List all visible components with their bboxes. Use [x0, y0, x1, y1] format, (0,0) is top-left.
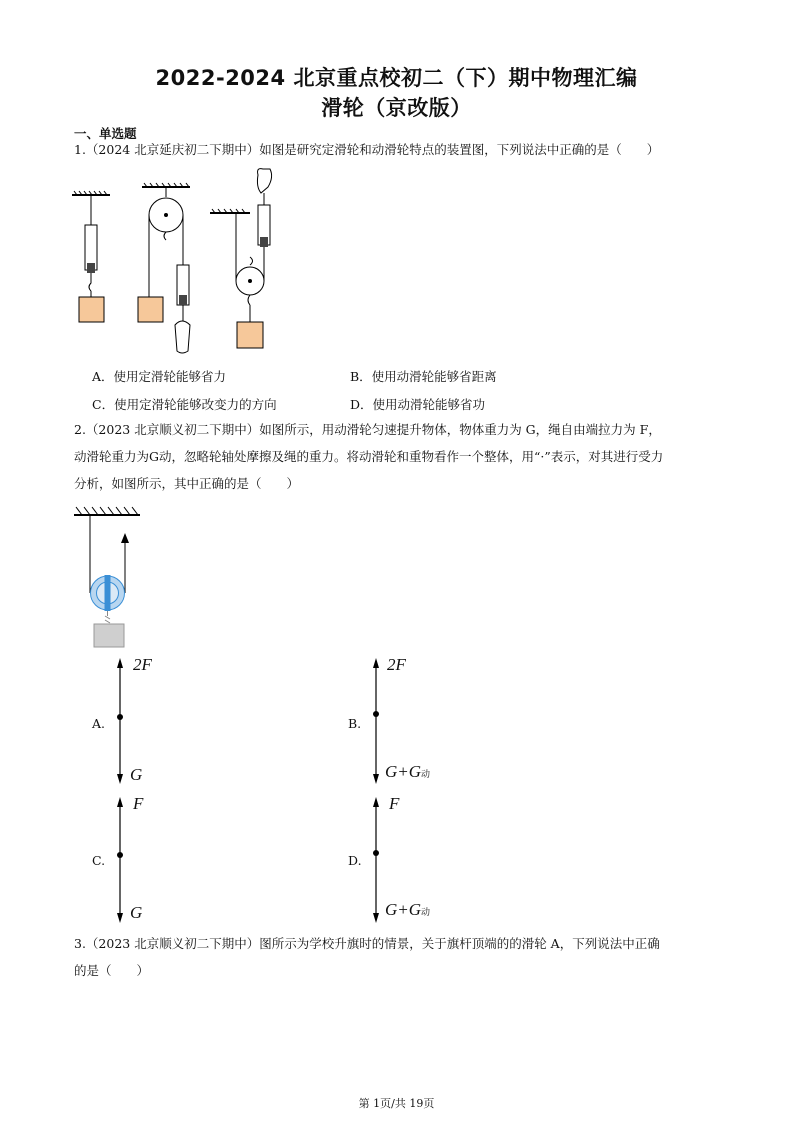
q2-stem-line3: 分析，如图所示，其中正确的是（ ） [74, 476, 300, 491]
q1-option-a: A．使用定滑轮能够省力 [92, 369, 227, 384]
q2-option-d-up-label: F [389, 794, 400, 813]
q2-option-c-letter: C. [92, 853, 106, 868]
q1-stem: 1.（2024 北京延庆初二下期中）如图是研究定滑轮和动滑轮特点的装置图，下列说法中正确的是（ ） [74, 142, 660, 157]
q1-pulley-figure [60, 165, 300, 360]
page-number: 第 1页/共 19页 [358, 1097, 435, 1110]
setup-movable-pulley [210, 169, 272, 348]
q2-option-c-up-label: F [133, 794, 144, 813]
section-heading: 一、单选题 [74, 126, 137, 141]
q2-option-b-diagram [366, 656, 386, 786]
q2-option-c-diagram [110, 795, 130, 925]
q2-stem-line1: 2.（2023 北京顺义初二下期中）如图所示，用动滑轮匀速提升物体，物体重力为 G，绳自由端拉力为 F， [74, 422, 661, 437]
q2-option-a-diagram [110, 656, 130, 786]
q2-option-d-diagram [366, 795, 386, 925]
page-title-line2: 滑轮（京改版） [321, 96, 472, 120]
q2-stem-line2: 动滑轮重力为G动，忽略轮轴处摩擦及绳的重力。将动滑轮和重物看作一个整体，用“·”表示，对其进行受力 [74, 449, 664, 464]
q2-option-b-letter: B. [348, 716, 362, 731]
q2-option-b-up-label: 2F [387, 655, 406, 674]
page-title-line1: 2022-2024 北京重点校初二（下）期中物理汇编 [155, 66, 638, 90]
q2-option-a-up-label: 2F [133, 655, 152, 674]
setup-direct-hang [72, 191, 110, 322]
q2-pulley-figure [70, 503, 150, 653]
q2-option-d-letter: D. [348, 853, 362, 868]
q2-option-b-down-label: G+G动 [385, 762, 431, 781]
q1-option-c: C．使用定滑轮能够改变力的方向 [92, 397, 277, 412]
q1-option-d: D．使用动滑轮能够省功 [350, 397, 486, 412]
q2-option-c-down-label: G [130, 903, 143, 922]
q2-option-a-down-label: G [130, 765, 143, 784]
q2-option-d-down-label: G+G动 [385, 900, 431, 919]
q3-stem-line1: 3.（2023 北京顺义初二下期中）图所示为学校升旗时的情景，关于旗杆顶端的的滑轮 A，下列说法中正确 [74, 936, 660, 951]
q2-option-a-letter: A. [92, 716, 106, 731]
setup-fixed-pulley [138, 183, 190, 353]
q1-option-b: B．使用动滑轮能够省距离 [350, 369, 497, 384]
q3-stem-line2: 的是（ ） [74, 963, 150, 978]
